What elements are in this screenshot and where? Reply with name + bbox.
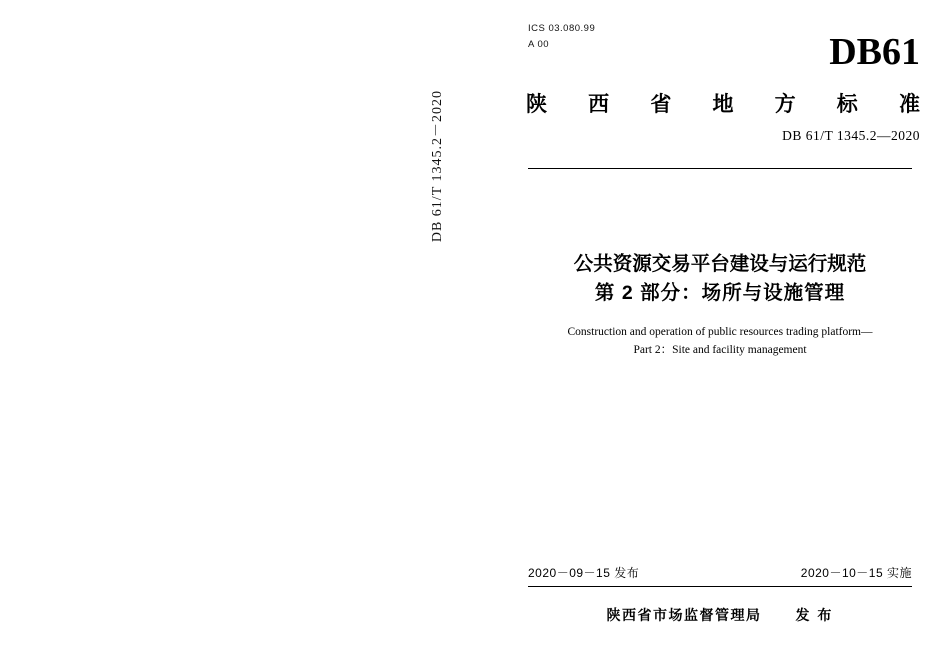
- province-char-1: 西: [588, 93, 610, 116]
- issuer-name: 陕西省市场监督管理局: [606, 607, 762, 623]
- ics-category: A 00: [528, 39, 550, 50]
- province-char-2: 省: [650, 93, 672, 116]
- title-en-line1: Construction and operation of public resources trading platform—: [567, 326, 873, 338]
- issuer-row: [520, 605, 920, 625]
- spine-label: [418, 90, 458, 250]
- publish-label: 发 布: [795, 607, 834, 623]
- ics-code: ICS 03.080.99: [528, 23, 596, 34]
- title-cn-line2: 第 2 部分：场所与设施管理: [594, 282, 846, 304]
- title-english: [520, 323, 920, 359]
- province-char-5: 标: [836, 93, 858, 116]
- ics-block: [528, 22, 595, 52]
- province-char-4: 方: [774, 93, 796, 116]
- page-title: [520, 250, 920, 308]
- header-divider: [528, 168, 912, 169]
- issue-date: 2020－09－15 发布: [528, 566, 640, 580]
- cover-content: [520, 0, 920, 672]
- date-row: [528, 564, 912, 581]
- footer-divider: [528, 586, 912, 587]
- standard-number: DB 61/T 1345.2—2020: [782, 128, 920, 143]
- province-standard-heading: [526, 88, 920, 118]
- spine-standard-number: DB 61/T 1345.2－2020: [430, 90, 445, 243]
- title-cn-line1: 公共资源交易平台建设与运行规范: [573, 253, 867, 275]
- implement-date: 2020－10－15 实施: [800, 566, 912, 580]
- province-char-6: 准: [898, 93, 920, 116]
- title-en-line2: Part 2：Site and facility management: [633, 344, 807, 356]
- province-char-3: 地: [712, 93, 734, 116]
- db61-emblem: DB61: [829, 31, 920, 73]
- province-char-0: 陕: [526, 93, 547, 116]
